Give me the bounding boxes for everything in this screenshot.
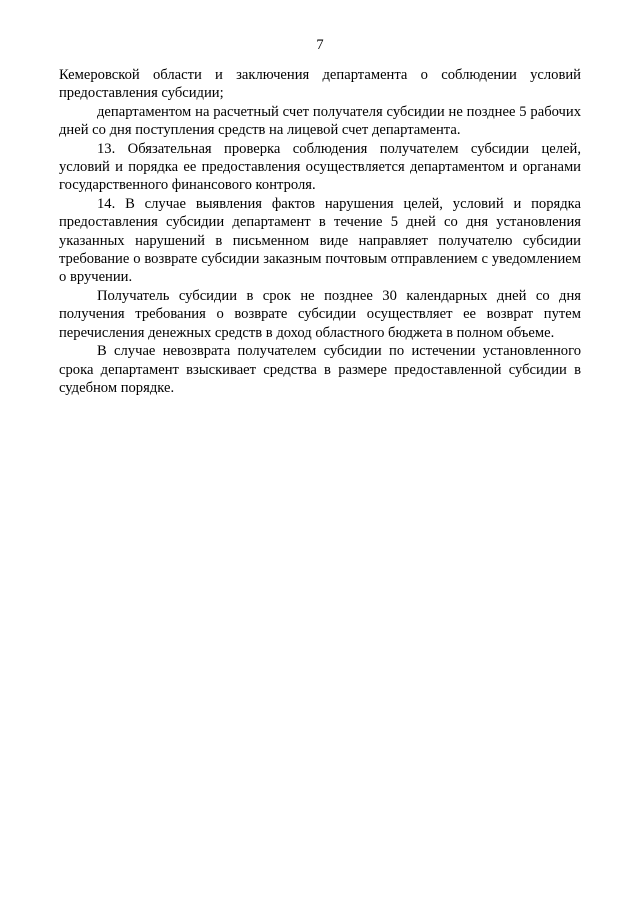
- page-number: 7: [316, 37, 324, 53]
- paragraph-continuation: Кемеровской области и заключения департамента о соблюдении условий предоставления субсидии;: [59, 67, 581, 102]
- paragraph-item-13: 13. Обязательная проверка соблюдения получателем субсидии целей, условий и порядка ее предоставления осуществляется департаментом и органами государственного финансового контроля.: [59, 140, 581, 194]
- document-body: [59, 66, 581, 397]
- paragraph-refund-term: Получатель субсидии в срок не позднее 30 календарных дней со дня получения требования о возврате субсидии осуществляет ее возврат путем перечисления денежных средств в доход областного бюджета в полном объеме.: [59, 287, 581, 341]
- paragraph-transfer-deadline: департаментом на расчетный счет получателя субсидии не позднее 5 рабочих дней со дня поступления средств на лицевой счет департамента.: [59, 103, 581, 139]
- paragraph-item-14: 14. В случае выявления фактов нарушения целей, условий и порядка предоставления субсидии департамент в течение 5 дней со дня установления указанных нарушений в письменном виде направляет получателю субсидии требование о возврате субсидии заказным почтовым отправлением с уведомлением о вручении.: [59, 195, 581, 286]
- paragraph-judicial-recovery: В случае невозврата получателем субсидии по истечении установленного срока департамент взыскивает средства в размере предоставленной субсидии в судебном порядке.: [59, 343, 581, 396]
